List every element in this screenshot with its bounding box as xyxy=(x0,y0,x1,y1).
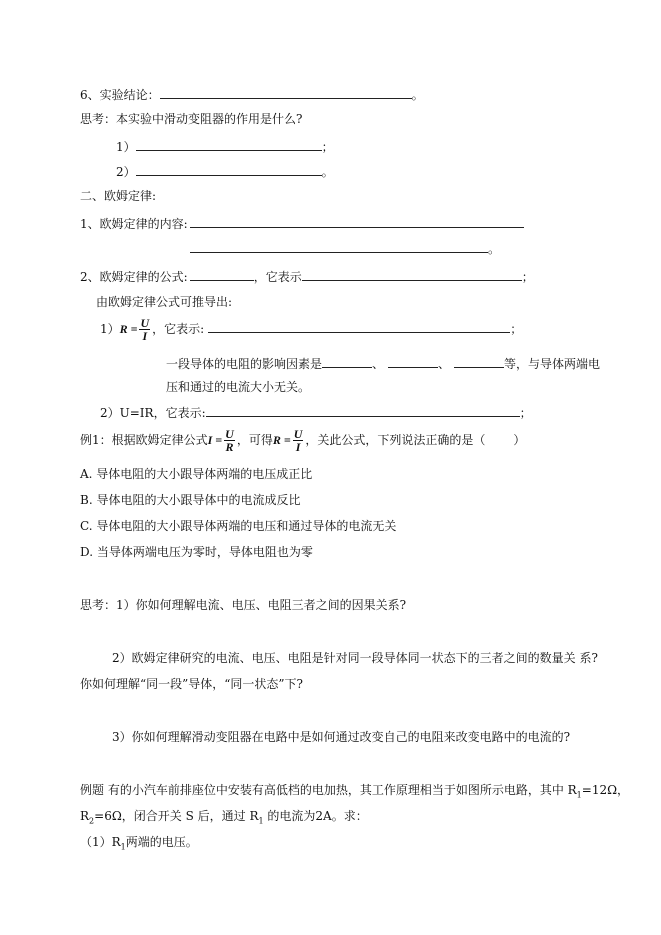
derived-r-line: 1）R = $\frac{U}{I}$ ，它表示: ； xyxy=(100,316,523,343)
answer-blank[interactable] xyxy=(208,320,510,333)
conclusion-line: 6、实验结论： 。 xyxy=(80,88,424,102)
think-question-3: 3）你如何理解滑动变阻器在电路中是如何通过改变自己的电阻来改变电路中的电流的? xyxy=(112,730,571,744)
think-answer-1: 1） ； xyxy=(116,140,334,154)
answer-blank[interactable] xyxy=(136,138,322,151)
derived-u-line: 2）U=IR，它表示: ； xyxy=(100,406,532,420)
think-question: 思考：本实验中滑动变阻器的作用是什么? xyxy=(80,112,303,126)
derive-text: 由欧姆定律公式可推导出: xyxy=(96,295,233,309)
answer-blank[interactable] xyxy=(388,355,438,368)
example-1-line: 例1：根据欧姆定律公式I = $\frac{U}{R}$ ，可得R = $\frac{U}{I}$ ，关此公式，下列说法正确的是（ ） xyxy=(80,427,526,454)
factors-line: 一段导体的电阻的影响因素是 、 、 等，与导体两端电 xyxy=(166,357,601,371)
option-d[interactable]: D. 当导体两端电压为零时，导体电阻也为零 xyxy=(80,545,313,559)
option-b[interactable]: B. 导体电阻的大小跟导体中的电流成反比 xyxy=(80,493,301,507)
answer-blank[interactable] xyxy=(206,404,520,417)
answer-blank[interactable] xyxy=(136,163,322,176)
think-question-1: 思考：1）你如何理解电流、电压、电阻三者之间的因果关系? xyxy=(80,598,407,612)
think-answer-2: 2） 。 xyxy=(116,165,334,179)
answer-blank[interactable] xyxy=(160,86,412,99)
example-problem-line-3: $(1)R_1$两端的电压。 xyxy=(80,835,198,852)
answer-blank[interactable] xyxy=(302,268,522,281)
option-a[interactable]: A. 导体电阻的大小跟导体两端的电压成正比 xyxy=(80,467,313,481)
ohm-content-line: 1、欧姆定律的内容: xyxy=(80,215,524,232)
fraction: $\frac{U}{I}$ xyxy=(293,427,303,454)
answer-blank[interactable] xyxy=(190,215,524,228)
think-question-2: 2）欧姆定律研究的电流、电压、电阻是针对同一段导体同一状态下的三者之间的数量关 系? xyxy=(112,651,598,665)
answer-blank[interactable] xyxy=(190,268,254,281)
factors-line-2: 压和通过的电流大小无关。 xyxy=(166,380,311,394)
ohm-content-line-2: 。 xyxy=(190,240,500,257)
example-problem-line-1: 例题 有的小汽车前排座位中安装有高低档的电加热，其工作原理相当于如图所示电路，其中 $R_1=12\Omega$， xyxy=(80,783,630,800)
fraction: $\frac{U}{I}$ xyxy=(140,316,150,343)
think-question-2-cont: 你如何理解“同一段”导体，“同一状态”下? xyxy=(80,677,303,691)
answer-blank[interactable] xyxy=(322,355,372,368)
ohm-formula-line: 2、欧姆定律的公式: ，它表示 ； xyxy=(80,270,534,284)
answer-blank[interactable] xyxy=(190,240,488,253)
example-problem-line-2: $R_2=6\Omega$，闭合开关 S 后，通过 $R_1$ 的电流为2A。求： xyxy=(80,809,368,826)
section-heading: 二、欧姆定律: xyxy=(80,189,157,203)
option-c[interactable]: C. 导体电阻的大小跟导体两端的电压和通过导体的电流无关 xyxy=(80,519,397,533)
fraction: $\frac{U}{R}$ xyxy=(225,427,234,454)
answer-blank[interactable] xyxy=(454,355,504,368)
